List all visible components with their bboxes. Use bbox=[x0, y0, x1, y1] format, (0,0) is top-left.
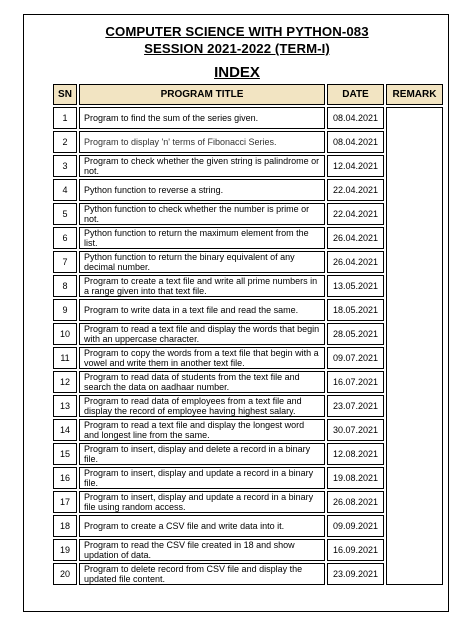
row-sn: 2 bbox=[53, 131, 77, 153]
row-sn: 9 bbox=[53, 299, 77, 321]
row-date: 30.07.2021 bbox=[327, 419, 384, 441]
row-sn: 8 bbox=[53, 275, 77, 297]
table-header-row bbox=[53, 84, 443, 105]
row-sn: 20 bbox=[53, 563, 77, 585]
index-table bbox=[51, 82, 445, 587]
table-body bbox=[53, 107, 443, 585]
table-row bbox=[53, 395, 443, 417]
row-date: 08.04.2021 bbox=[327, 107, 384, 129]
row-date: 16.09.2021 bbox=[327, 539, 384, 561]
remark-column-cell bbox=[386, 107, 443, 585]
row-program-title: Program to create a CSV file and write data into it. bbox=[79, 515, 325, 537]
row-date: 26.04.2021 bbox=[327, 251, 384, 273]
table-row bbox=[53, 227, 443, 249]
table-row bbox=[53, 299, 443, 321]
row-date: 12.04.2021 bbox=[327, 155, 384, 177]
table-row bbox=[53, 251, 443, 273]
row-sn: 7 bbox=[53, 251, 77, 273]
row-sn: 19 bbox=[53, 539, 77, 561]
row-date: 08.04.2021 bbox=[327, 131, 384, 153]
row-program-title: Program to insert, display and update a record in a binary file using random access. bbox=[79, 491, 325, 513]
table-row bbox=[53, 275, 443, 297]
table-row bbox=[53, 179, 443, 201]
row-date: 16.07.2021 bbox=[327, 371, 384, 393]
table-row bbox=[53, 347, 443, 369]
table-row bbox=[53, 107, 443, 129]
row-program-title: Python function to check whether the number is prime or not. bbox=[79, 203, 325, 225]
row-sn: 13 bbox=[53, 395, 77, 417]
row-date: 09.09.2021 bbox=[327, 515, 384, 537]
row-program-title: Program to read a text file and display the longest word and longest line from the same. bbox=[79, 419, 325, 441]
row-date: 23.09.2021 bbox=[327, 563, 384, 585]
table-row bbox=[53, 443, 443, 465]
row-date: 19.08.2021 bbox=[327, 467, 384, 489]
row-program-title: Program to write data in a text file and read the same. bbox=[79, 299, 325, 321]
row-sn: 17 bbox=[53, 491, 77, 513]
row-program-title: Program to check whether the given string is palindrome or not. bbox=[79, 155, 325, 177]
row-program-title: Program to read data of students from the text file and search the data on aadhaar number. bbox=[79, 371, 325, 393]
row-sn: 15 bbox=[53, 443, 77, 465]
row-date: 09.07.2021 bbox=[327, 347, 384, 369]
document-title: COMPUTER SCIENCE WITH PYTHON-083 bbox=[105, 24, 369, 39]
session-title: SESSION 2021-2022 (TERM-I) bbox=[144, 41, 330, 56]
row-program-title: Program to create a text file and write all prime numbers in a range given into that text file. bbox=[79, 275, 325, 297]
table-row bbox=[53, 563, 443, 585]
row-date: 26.08.2021 bbox=[327, 491, 384, 513]
row-program-title: Program to delete record from CSV file and display the updated file content. bbox=[79, 563, 325, 585]
row-program-title: Program to read the CSV file created in 18 and show updation of data. bbox=[79, 539, 325, 561]
index-heading: INDEX bbox=[214, 64, 260, 81]
column-header-date: DATE bbox=[327, 84, 384, 105]
row-sn: 11 bbox=[53, 347, 77, 369]
row-date: 18.05.2021 bbox=[327, 299, 384, 321]
row-sn: 16 bbox=[53, 467, 77, 489]
table-row bbox=[53, 467, 443, 489]
row-sn: 14 bbox=[53, 419, 77, 441]
row-date: 28.05.2021 bbox=[327, 323, 384, 345]
row-program-title: Python function to return the maximum element from the list. bbox=[79, 227, 325, 249]
row-sn: 18 bbox=[53, 515, 77, 537]
row-sn: 12 bbox=[53, 371, 77, 393]
column-header-program-title: PROGRAM TITLE bbox=[79, 84, 325, 105]
row-program-title: Program to display 'n' terms of Fibonacci Series. bbox=[79, 131, 325, 153]
table-row bbox=[53, 539, 443, 561]
row-sn: 1 bbox=[53, 107, 77, 129]
table-row bbox=[53, 419, 443, 441]
row-program-title: Python function to return the binary equivalent of any decimal number. bbox=[79, 251, 325, 273]
table-row bbox=[53, 491, 443, 513]
row-sn: 5 bbox=[53, 203, 77, 225]
row-sn: 10 bbox=[53, 323, 77, 345]
row-date: 23.07.2021 bbox=[327, 395, 384, 417]
row-sn: 4 bbox=[53, 179, 77, 201]
row-date: 12.08.2021 bbox=[327, 443, 384, 465]
row-program-title: Program to read data of employees from a text file and display the record of employee having highest salary. bbox=[79, 395, 325, 417]
row-date: 26.04.2021 bbox=[327, 227, 384, 249]
column-header-remark: REMARK bbox=[386, 84, 443, 105]
table-row bbox=[53, 203, 443, 225]
row-program-title: Program to insert, display and update a record in a binary file. bbox=[79, 467, 325, 489]
table-row bbox=[53, 155, 443, 177]
row-sn: 6 bbox=[53, 227, 77, 249]
row-date: 22.04.2021 bbox=[327, 179, 384, 201]
column-header-sn: SN bbox=[53, 84, 77, 105]
row-program-title: Program to find the sum of the series given. bbox=[79, 107, 325, 129]
row-sn: 3 bbox=[53, 155, 77, 177]
table-row bbox=[53, 323, 443, 345]
row-program-title: Program to insert, display and delete a record in a binary file. bbox=[79, 443, 325, 465]
row-date: 22.04.2021 bbox=[327, 203, 384, 225]
table-row bbox=[53, 131, 443, 153]
row-program-title: Program to read a text file and display the words that begin with an uppercase character. bbox=[79, 323, 325, 345]
row-date: 13.05.2021 bbox=[327, 275, 384, 297]
table-row bbox=[53, 515, 443, 537]
row-program-title: Program to copy the words from a text file that begin with a vowel and write them in another text file. bbox=[79, 347, 325, 369]
table-row bbox=[53, 371, 443, 393]
row-program-title: Python function to reverse a string. bbox=[79, 179, 325, 201]
